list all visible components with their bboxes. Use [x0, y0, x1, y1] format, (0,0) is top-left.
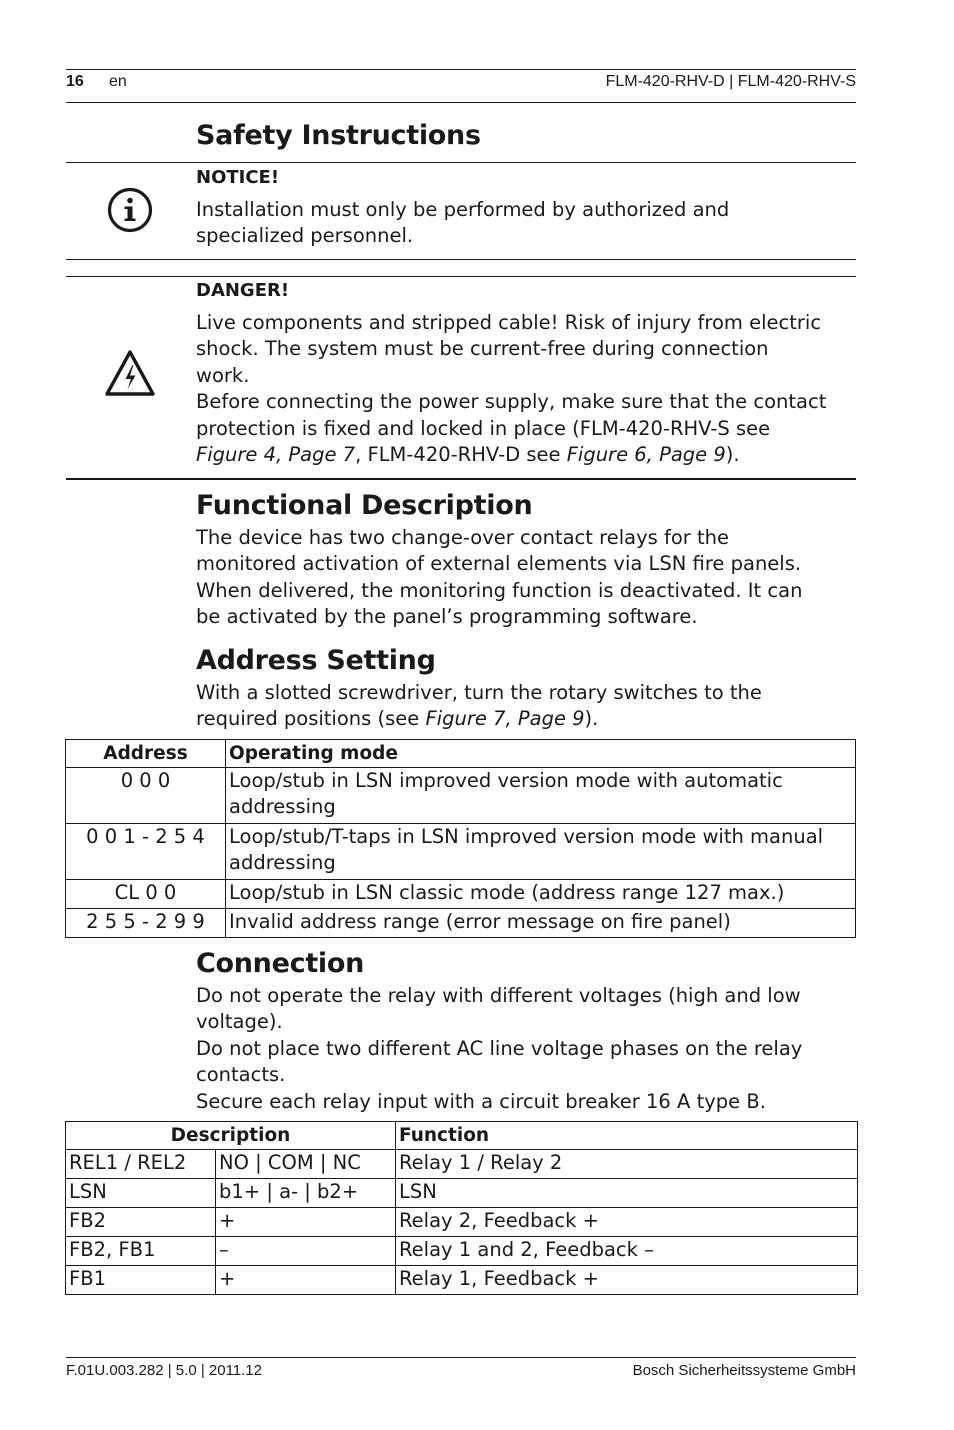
- address-text: [196, 680, 856, 733]
- notice-text: [196, 197, 856, 250]
- address-cell: 0 0 0: [66, 768, 226, 824]
- terminal-cell: FB1: [66, 1266, 216, 1295]
- table-header-row: [66, 1122, 858, 1150]
- connection-line-5: Secure each relay input with a circuit breaker 16 A type B.: [196, 1089, 766, 1113]
- figure-ref-6: Figure 6, Page 9: [566, 443, 726, 467]
- table-row: [66, 1237, 858, 1266]
- danger-end: ).: [725, 443, 740, 467]
- function-cell: Relay 2, Feedback +: [396, 1208, 858, 1237]
- column-header-address: Address: [66, 740, 226, 768]
- function-cell: LSN: [396, 1179, 858, 1208]
- danger-bottom-rule: [66, 478, 856, 480]
- danger-line-2: shock. The system must be current-free during connection: [196, 337, 769, 361]
- address-line-1: With a slotted screwdriver, turn the rotary switches to the: [196, 681, 762, 704]
- figure-ref-4: Figure 4, Page 7: [196, 443, 356, 467]
- notice-line-1: Installation must only be performed by authorized and: [196, 198, 730, 221]
- column-header-operating-mode: Operating mode: [226, 740, 856, 768]
- function-cell: Relay 1 / Relay 2: [396, 1150, 858, 1179]
- mode-cell: Loop/stub in LSN classic mode (address range 127 max.): [226, 880, 856, 909]
- function-cell: Relay 1, Feedback +: [396, 1266, 858, 1295]
- notice-top-rule: [66, 162, 856, 163]
- danger-line-5: protection is fixed and locked in place (FLM-420-RHV-S see: [196, 416, 771, 440]
- info-icon: [106, 186, 154, 234]
- danger-line-4: Before connecting the power supply, make sure that the contact: [196, 390, 827, 414]
- address-title: Address Setting: [196, 645, 436, 676]
- danger-label: DANGER!: [196, 280, 290, 301]
- danger-top-rule: [66, 276, 856, 277]
- address-line-2: [196, 706, 856, 732]
- address-table: [65, 739, 856, 938]
- table-row: [66, 880, 856, 909]
- functional-line-3: When delivered, the monitoring function is deactivated. It can: [196, 578, 803, 602]
- pin-cell: +: [216, 1208, 396, 1237]
- pin-cell: +: [216, 1266, 396, 1295]
- connection-line-2: voltage).: [196, 1010, 283, 1034]
- functional-title: Functional Description: [196, 490, 533, 521]
- figure-ref-7: Figure 7, Page 9: [425, 707, 585, 731]
- address-line-2-pre: required positions (see: [196, 707, 426, 731]
- pin-cell: NO | COM | NC: [216, 1150, 396, 1179]
- danger-mid: , FLM-420-RHV-D see: [355, 443, 567, 467]
- danger-text: [196, 310, 856, 468]
- functional-line-1: The device has two change-over contact relays for the: [196, 526, 729, 549]
- address-cell: 0 0 1 - 2 5 4: [66, 824, 226, 880]
- terminal-cell: FB2, FB1: [66, 1237, 216, 1266]
- functional-line-2: monitored activation of external elements via LSN fire panels.: [196, 552, 802, 576]
- high-voltage-warning-icon: [103, 348, 157, 398]
- connection-title: Connection: [196, 948, 365, 979]
- address-cell: CL 0 0: [66, 880, 226, 909]
- address-cell: 2 5 5 - 2 9 9: [66, 909, 226, 938]
- header-bottom-rule: [66, 102, 856, 103]
- connection-line-4: contacts.: [196, 1063, 286, 1087]
- safety-title: Safety Instructions: [196, 120, 481, 151]
- mode-cell: Invalid address range (error message on fire panel): [226, 909, 856, 938]
- connection-line-1: Do not operate the relay with different voltages (high and low: [196, 984, 801, 1007]
- table-row: [66, 768, 856, 824]
- functional-text: [196, 525, 856, 631]
- danger-line-1: Live components and stripped cable! Risk of injury from electric: [196, 311, 822, 334]
- function-cell: Relay 1 and 2, Feedback –: [396, 1237, 858, 1266]
- header-top-rule: [66, 69, 856, 70]
- notice-label: NOTICE!: [196, 167, 280, 188]
- danger-line-3: work.: [196, 363, 250, 387]
- column-header-function: Function: [396, 1122, 858, 1150]
- table-row: [66, 824, 856, 880]
- pin-cell: b1+ | a- | b2+: [216, 1179, 396, 1208]
- column-header-description: Description: [66, 1122, 396, 1150]
- address-line-2-post: ).: [584, 707, 599, 731]
- terminal-cell: REL1 / REL2: [66, 1150, 216, 1179]
- page-number: 16: [66, 73, 84, 90]
- company-name: Bosch Sicherheitssysteme GmbH: [632, 1362, 856, 1379]
- connection-table: [65, 1121, 858, 1295]
- language-code: en: [109, 73, 127, 90]
- connection-line-3: Do not place two different AC line voltage phases on the relay: [196, 1036, 803, 1060]
- table-row: [66, 1208, 858, 1237]
- notice-line-2: specialized personnel.: [196, 224, 414, 248]
- pin-cell: –: [216, 1237, 396, 1266]
- terminal-cell: LSN: [66, 1179, 216, 1208]
- table-row: [66, 1150, 858, 1179]
- table-row: [66, 1266, 858, 1295]
- terminal-cell: FB2: [66, 1208, 216, 1237]
- connection-text: [196, 983, 856, 1115]
- product-name: FLM-420-RHV-D | FLM-420-RHV-S: [605, 73, 856, 90]
- mode-cell: Loop/stub/T-taps in LSN improved version mode with manual addressing: [226, 824, 856, 880]
- danger-line-6: [196, 442, 856, 468]
- table-row: [66, 909, 856, 938]
- document-id: F.01U.003.282 | 5.0 | 2011.12: [66, 1362, 262, 1379]
- table-header-row: [66, 740, 856, 768]
- functional-line-4: be activated by the panel’s programming software.: [196, 605, 698, 629]
- footer-rule: [66, 1357, 856, 1358]
- notice-bottom-rule: [66, 259, 856, 260]
- table-row: [66, 1179, 858, 1208]
- mode-cell: Loop/stub in LSN improved version mode with automatic addressing: [226, 768, 856, 824]
